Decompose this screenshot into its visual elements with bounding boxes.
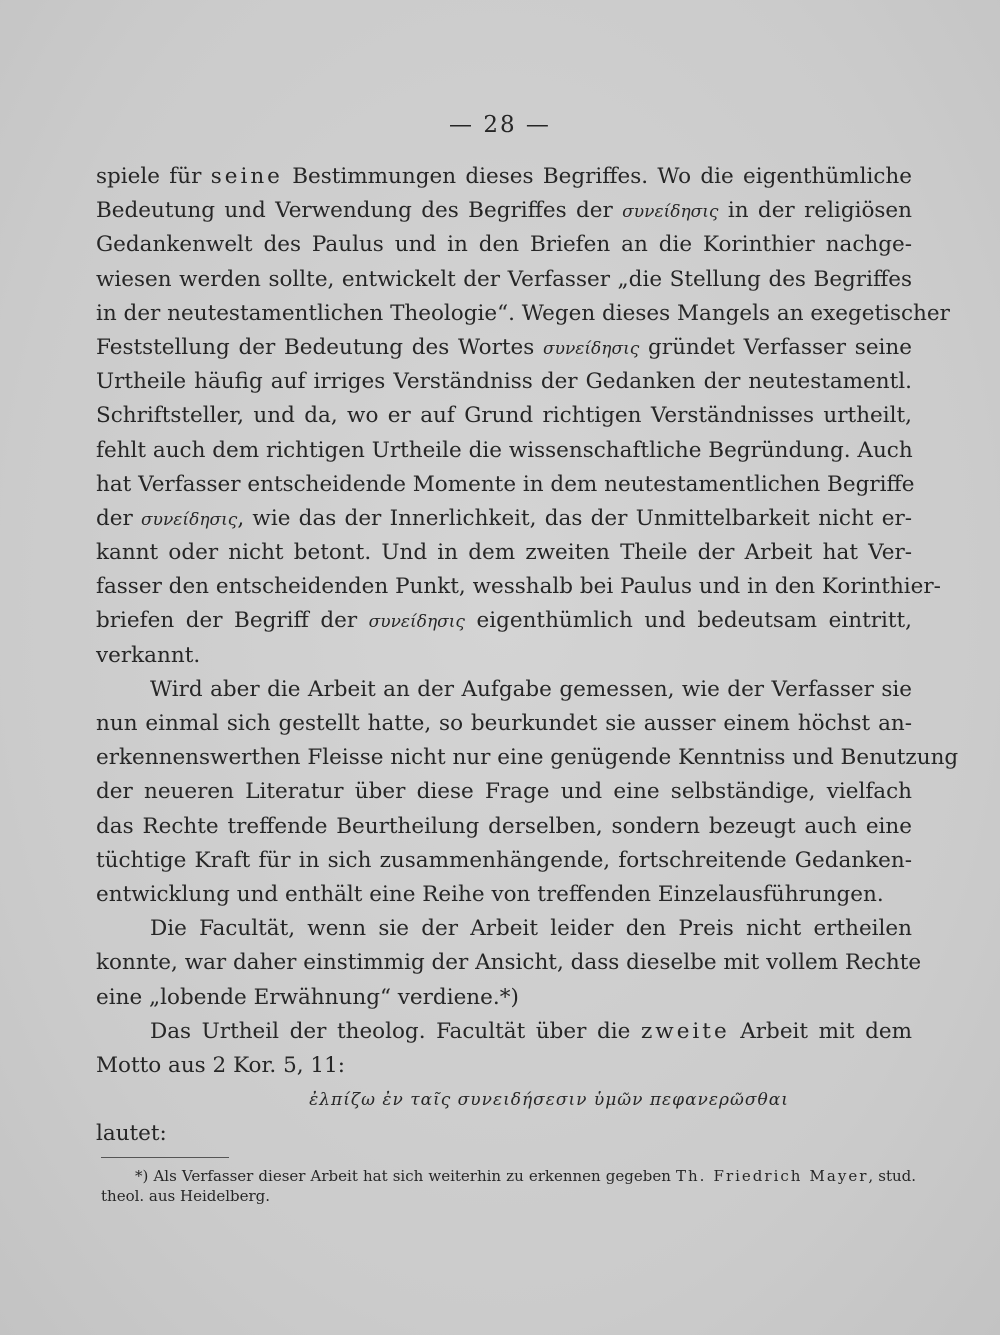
text-line: spiele für seine Bestimmungen dieses Begriffes. Wo die eigenthümliche [96, 164, 912, 189]
text-line: eine „lobende Erwähnung“ verdiene.*) [96, 984, 519, 1010]
paragraph-1 [96, 160, 950, 673]
greek-motto: ἐλπίζω ἐν ταῖς συνειδήσεσιν ὑμῶν πεφανερῶσθαι [309, 1090, 789, 1111]
text-line: Schriftsteller, und da, wo er auf Grund richtigen Verständnisses urtheilt, [96, 403, 912, 429]
text-line: Feststellung der Bedeutung des Wortes συνείδησις gründet Verfasser seine [96, 334, 912, 360]
text-line: Die Facultät, wenn sie der Arbeit leider den Preis nicht ertheilen [150, 916, 912, 942]
page-number: — 28 — [449, 112, 551, 138]
text-line: briefen der Begriff der συνείδησις eigenthümlich und bedeutsam eintritt, [96, 608, 912, 634]
footnote-line: theol. aus Heidelberg. [101, 1187, 271, 1205]
greek-word: συνείδησις [368, 612, 465, 633]
text-line: in der neutestamentlichen Theologie“. Wegen dieses Mangels an exegetischer [96, 300, 950, 326]
text-line: wiesen werden sollte, entwickelt der Verfasser „die Stellung des Begriffes [96, 266, 912, 292]
text-line: der neueren Literatur über diese Frage und eine selbständige, vielfach [96, 779, 912, 805]
text-line: fehlt auch dem richtigen Urtheile die wissenschaftliche Begründung. Auch [96, 437, 913, 463]
text-line: das Rechte treffende Beurtheilung derselben, sondern bezeugt auch eine [96, 813, 912, 839]
greek-word: συνείδησις [543, 338, 640, 359]
paragraph-2 [96, 673, 959, 912]
text-line: tüchtige Kraft für in sich zusammenhängende, fortschreitende Gedanken- [96, 847, 912, 873]
greek-word: συνείδησις [141, 509, 238, 530]
text-line: der συνείδησις, wie das der Innerlichkeit, das der Unmittelbarkeit nicht er- [96, 505, 912, 531]
text-line: kannt oder nicht betont. Und in dem zweiten Theile der Arbeit hat Ver- [96, 540, 912, 566]
text-line: lautet: [96, 1121, 167, 1147]
footnote-divider [101, 1157, 229, 1158]
text-line: fasser den entscheidenden Punkt, wesshalb bei Paulus und in den Korinthier- [96, 574, 941, 600]
text-line: Bedeutung und Verwendung des Begriffes der συνείδησις in der religiösen [96, 198, 913, 224]
text-line: Wird aber die Arbeit an der Aufgabe gemessen, wie der Verfasser sie [150, 676, 912, 702]
text-line: konnte, war daher einstimmig der Ansicht, dass dieselbe mit vollem Rechte [96, 950, 922, 976]
text-line: Urtheile häufig auf irriges Verständniss der Gedanken der neutestamentl. [96, 369, 912, 395]
footnote [101, 1166, 916, 1206]
paragraph-3 [96, 912, 922, 1015]
text-line: Das Urtheil der theolog. Facultät über die zweite Arbeit mit dem [150, 1018, 912, 1044]
text-line: erkennenswerthen Fleisse nicht nur eine genügende Kenntniss und Benutzung [96, 745, 959, 771]
greek-word: συνείδησις [622, 202, 719, 223]
body-text [96, 160, 959, 1151]
text-line: Gedankenwelt des Paulus und in den Briefen an die Korinthier nachge- [96, 232, 912, 258]
text-line: nun einmal sich gestellt hatte, so beurkundet sie ausser einem höchst an- [96, 711, 912, 736]
footnote-line: *) Als Verfasser dieser Arbeit hat sich weiterhin zu erkennen gegeben Th. Friedrich Mayer, stud. [135, 1167, 917, 1185]
text-line: verkannt. [96, 642, 201, 668]
text-line: entwicklung und enthält eine Reihe von treffenden Einzelausführungen. [96, 881, 884, 907]
text-line: hat Verfasser entscheidende Momente in dem neutestamentlichen Begriffe [96, 471, 915, 497]
paragraph-4 [96, 1015, 912, 1152]
text-line: Motto aus 2 Kor. 5, 11: [96, 1052, 346, 1078]
